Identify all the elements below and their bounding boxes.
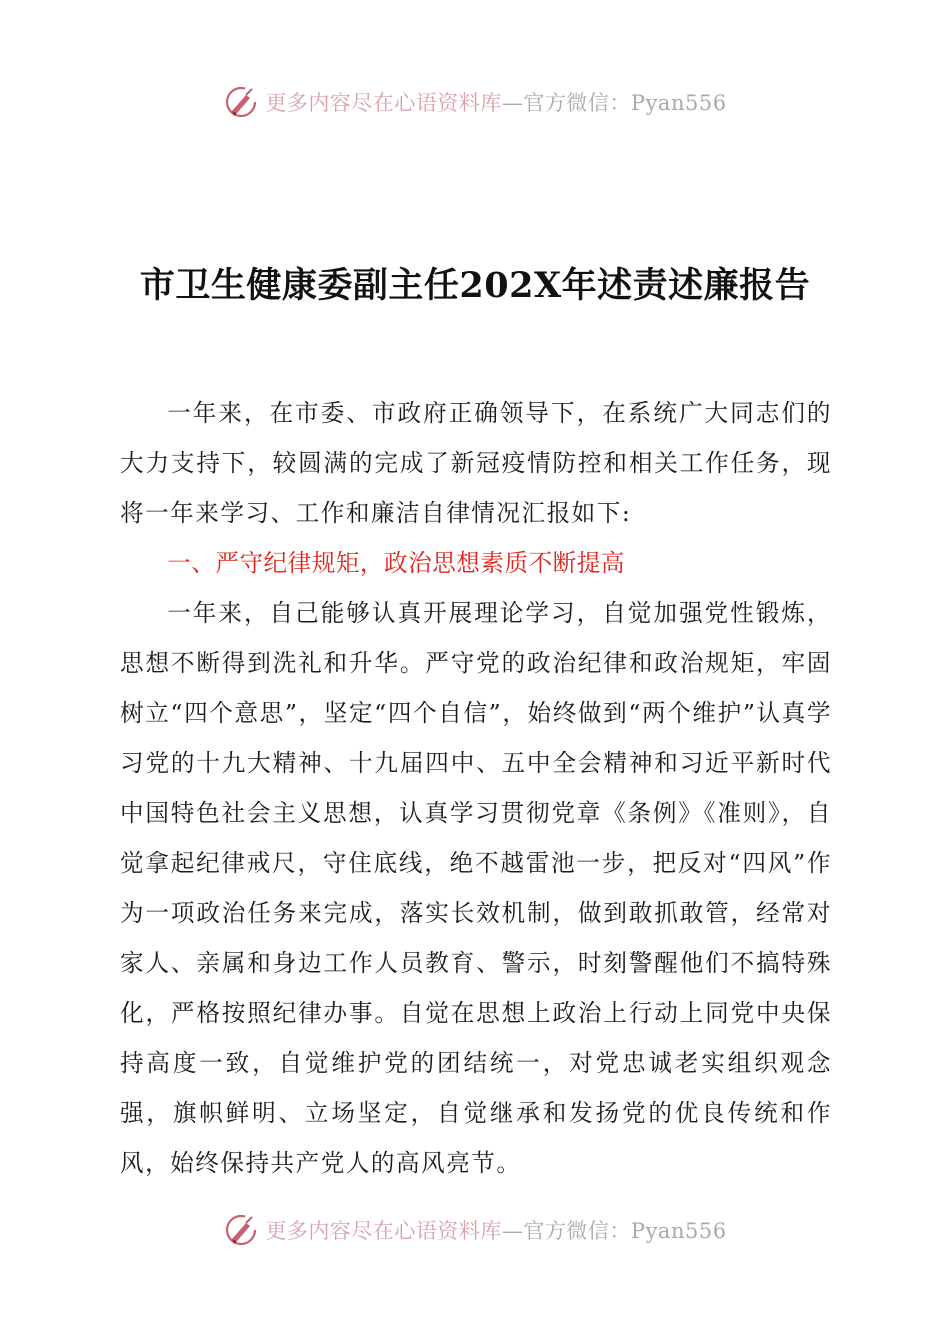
- pen-nib-logo-icon: [223, 84, 259, 120]
- watermark-text: 更多内容尽在心语资料库—官方微信：Pyan556: [265, 1219, 727, 1243]
- document-body: [120, 388, 832, 1188]
- section-heading: 一、严守纪律规矩，政治思想素质不断提高: [167, 549, 625, 577]
- watermark-text: 更多内容尽在心语资料库—官方微信：Pyan556: [265, 91, 727, 115]
- intro-paragraph: 一年来，在市委、市政府正确领导下，在系统广大同志们的大力支持下，较圆满的完成了新冠疫情防控和相关工作任务，现将一年来学习、工作和廉洁自律情况汇报如下:: [120, 399, 832, 527]
- page-title: 市卫生健康委副主任202X年述责述廉报告: [139, 265, 811, 306]
- watermark-banner-top: [0, 82, 950, 122]
- body-paragraph: 一年来，自己能够认真开展理论学习，自觉加强党性锻炼，思想不断得到洗礼和升华。严守党的政治纪律和政治规矩，牢固树立“四个意思”，坚定“四个自信”，始终做到“两个维护”认真学习党的十九大精神、十九届四中、五中全会精神和习近平新时代中国特色社会主义思想，认真学习贯彻党章《条例》《准则》，自觉拿起纪律戒尺，守住底线，绝不越雷池一步，把反对“四风”作为一项政治任务来完成，落实长效机制，做到敢抓敢管，经常对家人、亲属和身边工作人员教育、警示，时刻警醒他们不搞特殊化，严格按照纪律办事。自觉在思想上政治上行动上同党中央保持高度一致，自觉维护党的团结统一，对党忠诚老实组织观念强，旗帜鲜明、立场坚定，自觉继承和发扬党的优良传统和作风，始终保持共产党人的高风亮节。: [120, 599, 832, 1177]
- pen-nib-logo-icon: [223, 1212, 259, 1248]
- watermark-banner-bottom: [0, 1210, 950, 1250]
